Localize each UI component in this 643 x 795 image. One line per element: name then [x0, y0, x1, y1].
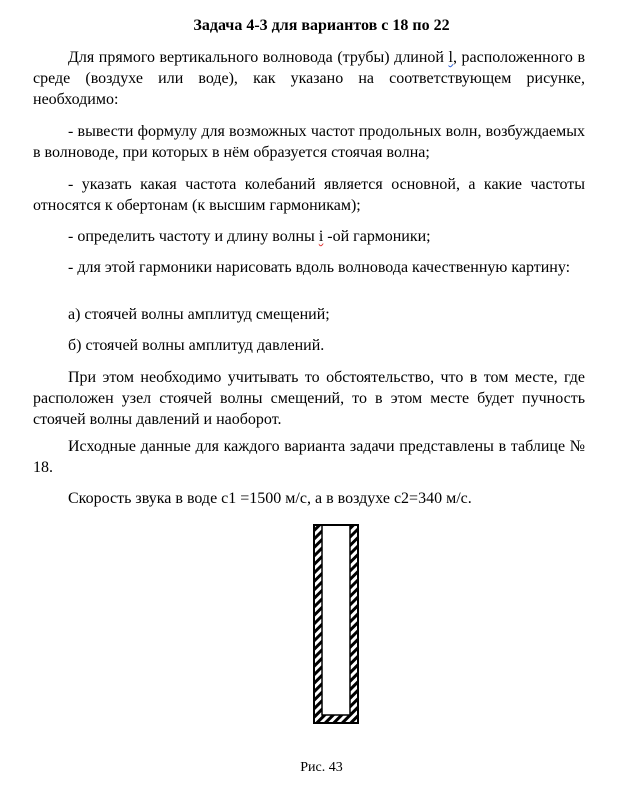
paragraph-speed: Скорость звука в воде c1 =1500 м/с, а в воздухе c2=340 м/с.	[68, 490, 472, 507]
paragraph-item-1: - вывести формулу для возможных частот продольных волн, возбуждаемых в волноводе, при которых в нём образуется стоячая волна;	[33, 123, 585, 161]
text: Для прямого вертикального волновода (трубы) длиной	[68, 49, 449, 66]
paragraph-note: При этом необходимо учитывать то обстоятельство, что в том месте, где расположен узел стоячей волны смещений, то в этом месте будет пучность стоячей волны давлений и наоборот.	[33, 369, 585, 428]
paragraph-item-3	[33, 226, 585, 247]
text: , расположенного в среде (воздухе или воде), как указано на соответствующем рисунке, необходимо:	[33, 49, 585, 108]
paragraph-item-4: - для этой гармоники нарисовать вдоль волновода качественную картину:	[68, 259, 571, 276]
paragraph-item-b: б) стоячей волны амплитуд давлений.	[68, 337, 325, 354]
length-variable: l	[448, 49, 453, 66]
text: -ой гармоники;	[323, 228, 431, 245]
figure-caption: Рис. 43	[300, 760, 343, 775]
paragraph-intro	[33, 47, 585, 110]
waveguide-figure	[312, 522, 362, 726]
task-title: Задача 4-3 для вариантов с 18 по 22	[193, 17, 450, 34]
paragraph-item-a: а) стоячей волны амплитуд смещений;	[68, 306, 330, 323]
text: - определить частоту и длину волны	[68, 228, 319, 245]
paragraph-data: Исходные данные для каждого варианта задачи представлены в таблице № 18.	[33, 438, 585, 476]
harmonic-variable: i	[318, 228, 324, 245]
paragraph-item-2: - указать какая частота колебаний является основной, а какие частоты относятся к обертонам (к высшим гармоникам);	[33, 176, 585, 214]
